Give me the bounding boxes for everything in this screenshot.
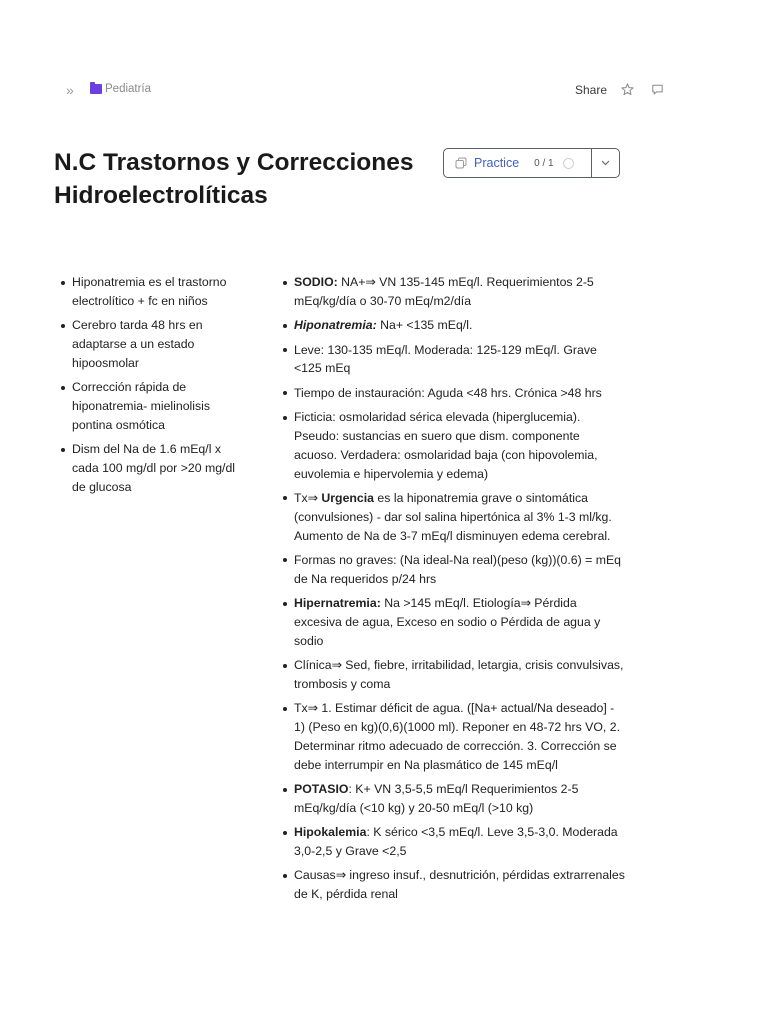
breadcrumb[interactable] bbox=[90, 83, 151, 95]
hiponatremia-heading: Hiponatremia: bbox=[294, 318, 377, 333]
note-prefix: Tx⇒ bbox=[294, 490, 322, 505]
comment-icon[interactable] bbox=[650, 82, 665, 97]
note-text: Tx⇒ 1. Estimar déficit de agua. ([Na+ actual/Na deseado] - 1) (Peso en kg)(0,6)(1000 ml). Reponer en 48-72 hrs VO, 2. Determinar ritmo adecuado de corrección. 3. Corrección se debe interrumpir en Na plasmático de 145 mEq/l bbox=[294, 701, 621, 772]
note-text: Ficticia: osmolaridad sérica elevada (hiperglucemia). Pseudo: sustancias en suero que dism. componente acuoso. Verdadera: osmolaridad baja (con hipovolemia, euvolemia e hipervolemia y edema) bbox=[294, 410, 598, 481]
potasio-heading: POTASIO bbox=[294, 782, 349, 797]
note-text: : K+ VN 3,5-5,5 mEq/l Requerimientos 2-5 mEq/kg/día (<10 kg) y 20-50 mEq/l (>10 kg) bbox=[294, 782, 579, 815]
note-text: Tiempo de instauración: Aguda <48 hrs. Crónica >48 hrs bbox=[294, 385, 602, 400]
progress-ring-icon bbox=[563, 158, 574, 169]
note-text: Causas⇒ ingreso insuf., desnutrición, pérdidas extrarrenales de K, pérdida renal bbox=[294, 868, 625, 902]
practice-widget bbox=[443, 148, 620, 178]
note-text: NA+⇒ VN 135-145 mEq/l. Requerimientos 2-5 mEq/kg/día o 30-70 mEq/m2/día bbox=[294, 275, 594, 308]
hipernatremia-heading: Hipernatremia: bbox=[294, 596, 381, 611]
note-text: es la hiponatremia grave o sintomática (convulsiones) - dar sol salina hipertónica al 3% 1-3 ml/kg. Aumento de Na de 3-7 mEq/l disminuyen edema cerebral. bbox=[294, 490, 612, 543]
list-item bbox=[280, 489, 625, 545]
sodio-heading: SODIO: bbox=[294, 275, 338, 289]
urgencia-heading: Urgencia bbox=[321, 490, 375, 505]
folder-icon bbox=[90, 84, 102, 94]
practice-label: Practice bbox=[474, 156, 520, 170]
note-text: Leve: 130-135 mEq/l. Moderada: 125-129 mEq/l. Grave <125 mEq bbox=[294, 342, 597, 376]
list-item bbox=[280, 551, 625, 589]
chevron-down-icon bbox=[601, 160, 610, 166]
right-notes-list bbox=[280, 273, 625, 910]
cards-icon bbox=[455, 157, 467, 169]
list-item bbox=[280, 341, 625, 379]
page-title-line-2: Hidroelectrolíticas bbox=[54, 182, 268, 209]
breadcrumb-label: Pediatría bbox=[105, 83, 152, 95]
note-text: Na >145 mEq/l. Etiología⇒ Pérdida excesiva de agua, Exceso en sodio o Pérdida de agua y sodio bbox=[294, 596, 601, 648]
list-item bbox=[280, 273, 625, 311]
list-item bbox=[280, 780, 625, 818]
page-title-line-1: N.C Trastornos y Correcciones bbox=[54, 149, 414, 176]
list-item: Dism del Na de 1.6 mEq/l x cada 100 mg/dl por >20 mg/dl de glucosa bbox=[58, 440, 238, 496]
list-item bbox=[280, 656, 625, 694]
note-text: Na+ <135 mEq/l. bbox=[376, 318, 473, 333]
note-text: Formas no graves: (Na ideal-Na real)(peso (kg))(0.6) = mEq de Na requeridos p/24 hrs bbox=[294, 552, 622, 586]
list-item: Cerebro tarda 48 hrs en adaptarse a un estado hipoosmolar bbox=[58, 316, 238, 372]
hipokalemia-heading: Hipokalemia bbox=[294, 825, 367, 840]
star-icon[interactable] bbox=[620, 82, 635, 97]
page-title bbox=[54, 146, 434, 212]
list-item bbox=[280, 699, 625, 774]
practice-button[interactable] bbox=[444, 149, 591, 177]
list-item: Hiponatremia es el trastorno electrolítico + fc en niños bbox=[58, 273, 238, 311]
share-button[interactable]: Share bbox=[575, 83, 608, 97]
list-item: Corrección rápida de hiponatremia- mielinolisis pontina osmótica bbox=[58, 378, 238, 434]
list-item bbox=[280, 823, 625, 861]
expand-sidebar-icon[interactable]: » bbox=[66, 82, 72, 98]
note-text: Clínica⇒ Sed, fiebre, irritabilidad, letargia, crisis convulsivas, trombosis y coma bbox=[294, 658, 624, 691]
list-item bbox=[280, 408, 625, 483]
left-notes-list bbox=[58, 273, 238, 502]
list-item bbox=[280, 594, 625, 650]
list-item bbox=[280, 866, 625, 904]
practice-dropdown-button[interactable] bbox=[592, 149, 619, 177]
list-item bbox=[280, 316, 625, 335]
list-item bbox=[280, 384, 625, 403]
note-text: : K sérico <3,5 mEq/l. Leve 3,5-3,0. Moderada 3,0-2,5 y Grave <2,5 bbox=[294, 825, 618, 859]
practice-count: 0 / 1 bbox=[534, 157, 554, 169]
top-bar bbox=[0, 80, 768, 102]
